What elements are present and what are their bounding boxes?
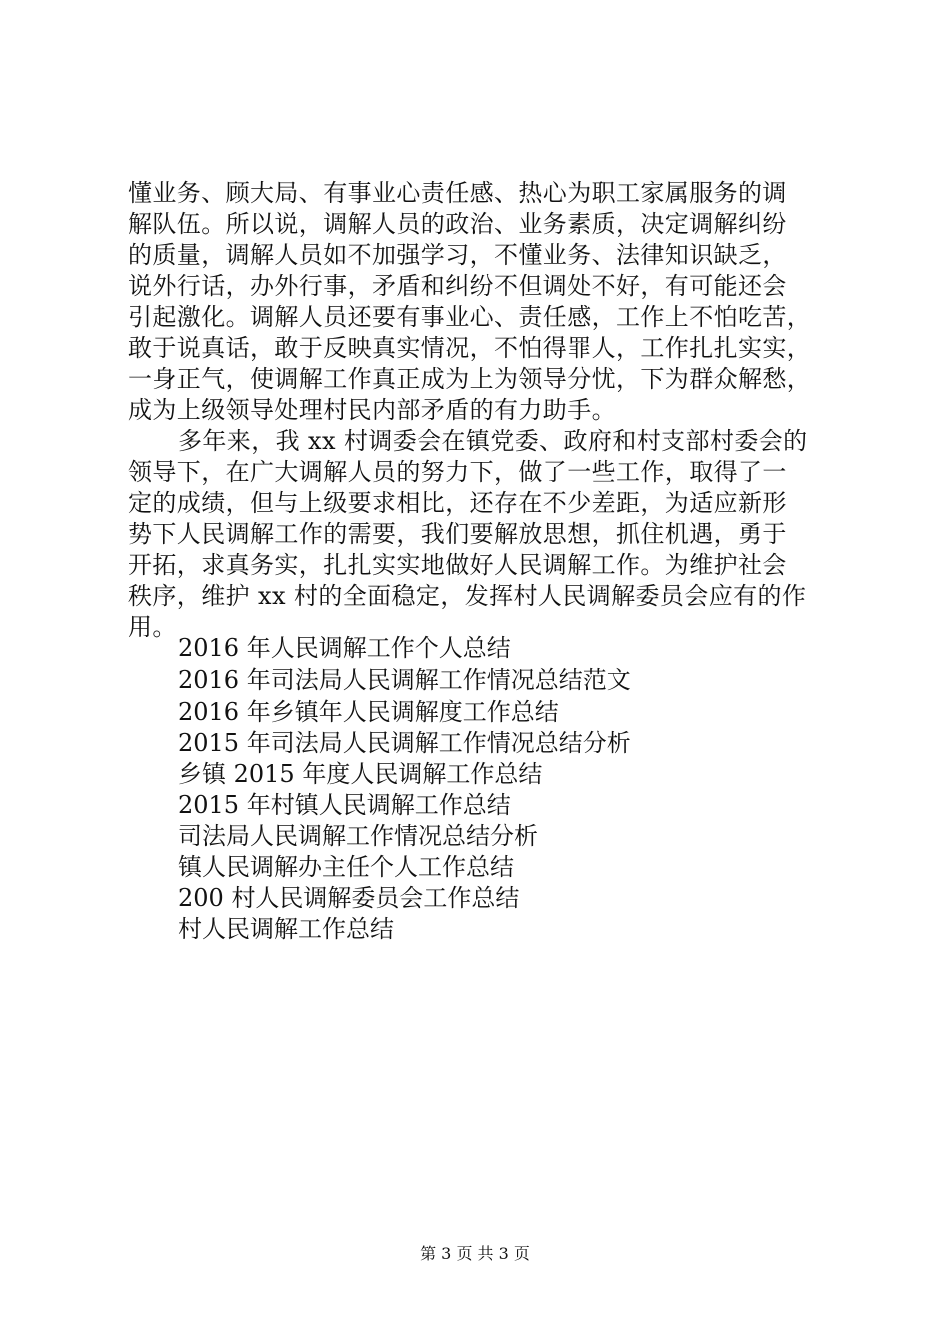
related-link[interactable]: 司法局人民调解工作情况总结分析 (178, 822, 538, 850)
paragraph-line: 的质量，调解人员如不加强学习，不懂业务、法律知识缺乏， (128, 241, 787, 269)
related-link[interactable]: 村人民调解工作总结 (178, 915, 394, 943)
paragraph-line: 多年来，我 xx 村调委会在镇党委、政府和村支部村委会的 (178, 427, 808, 455)
paragraph-line: 领导下，在广大调解人员的努力下，做了一些工作，取得了一 (128, 458, 787, 486)
paragraph-line: 敢于说真话，敢于反映真实情况，不怕得罪人，工作扎扎实实， (128, 334, 812, 362)
related-link[interactable]: 乡镇 2015 年度人民调解工作总结 (178, 760, 543, 788)
paragraph-line: 引起激化。调解人员还要有事业心、责任感，工作上不怕吃苦， (128, 303, 812, 331)
paragraph-line: 成为上级领导处理村民内部矛盾的有力助手。 (128, 396, 616, 424)
related-link[interactable]: 2015 年村镇人民调解工作总结 (178, 791, 511, 819)
paragraph-line: 势下人民调解工作的需要，我们要解放思想，抓住机遇，勇于 (128, 520, 787, 548)
paragraph-line: 用。 (128, 613, 177, 641)
related-link[interactable]: 2016 年司法局人民调解工作情况总结范文 (178, 666, 631, 694)
paragraph-line: 解队伍。所以说，调解人员的政治、业务素质，决定调解纠纷 (128, 210, 787, 238)
related-link[interactable]: 2016 年乡镇年人民调解度工作总结 (178, 698, 559, 726)
related-link[interactable]: 200 村人民调解委员会工作总结 (178, 884, 520, 912)
paragraph-line: 懂业务、顾大局、有事业心责任感、热心为职工家属服务的调 (128, 179, 787, 207)
paragraph-line: 说外行话，办外行事，矛盾和纠纷不但调处不好，有可能还会 (128, 272, 787, 300)
related-link[interactable]: 镇人民调解办主任个人工作总结 (178, 853, 514, 881)
paragraph-line: 秩序，维护 xx 村的全面稳定，发挥村人民调解委员会应有的作 (128, 582, 807, 610)
page-number-footer: 第 3 页 共 3 页 (420, 1244, 530, 1263)
related-link[interactable]: 2016 年人民调解工作个人总结 (178, 634, 511, 662)
paragraph-line: 开拓，求真务实，扎扎实实地做好人民调解工作。为维护社会 (128, 551, 787, 579)
paragraph-line: 定的成绩，但与上级要求相比，还存在不少差距，为适应新形 (128, 489, 787, 517)
related-link[interactable]: 2015 年司法局人民调解工作情况总结分析 (178, 729, 631, 757)
paragraph-line: 一身正气，使调解工作真正成为上为领导分忧，下为群众解愁， (128, 365, 812, 393)
